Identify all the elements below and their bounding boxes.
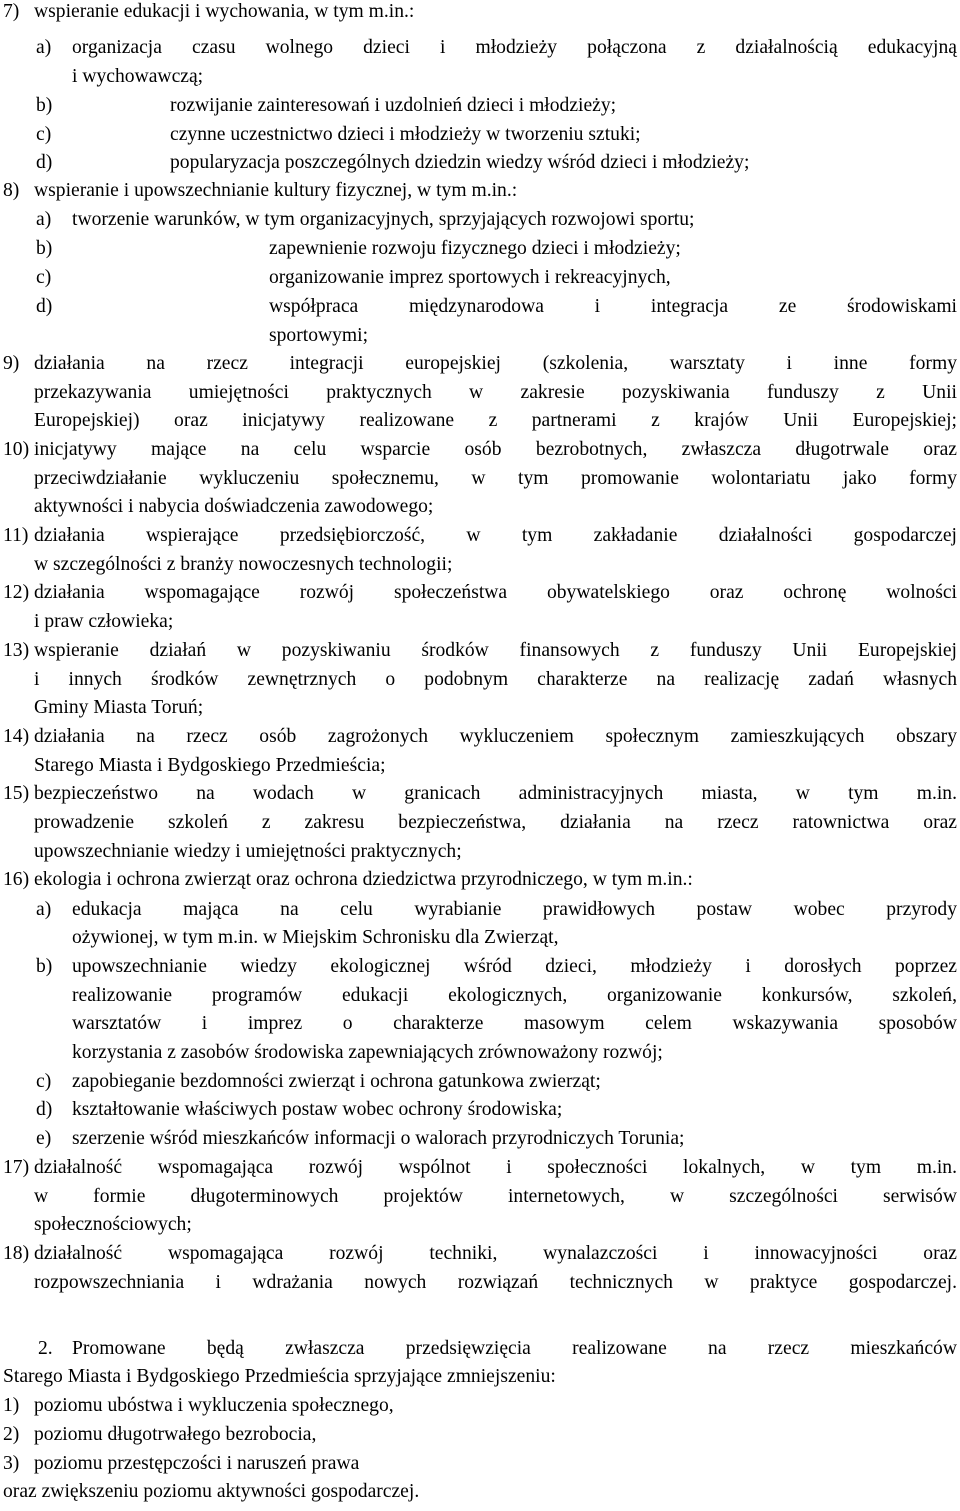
text-line: prowadzenie szkoleń z zakresu bezpieczeństwa, działania na rzecz ratownictwa oraz bbox=[34, 812, 957, 833]
text-line: przekazywania umiejętności praktycznych w zakresie pozyskiwania funduszy z Unii bbox=[34, 382, 957, 403]
text-line: sportowymi; bbox=[269, 325, 369, 346]
list-marker: 1) bbox=[3, 1395, 20, 1416]
text-line: działania wspomagające rozwój społeczeństwa obywatelskiego oraz ochronę wolności bbox=[34, 582, 957, 603]
text-line: i wychowawczą; bbox=[72, 66, 204, 87]
text-line: edukacja mająca na celu wyrabianie prawidłowych postaw wobec przyrody bbox=[72, 899, 957, 920]
text-line: działania wspierające przedsiębiorczość, w tym zakładanie działalności gospodarczej bbox=[34, 525, 957, 546]
list-marker: 16) bbox=[3, 869, 30, 890]
text-line: w formie długoterminowych projektów internetowych, w szczególności serwisów bbox=[34, 1186, 957, 1207]
text-line: wspieranie i upowszechnianie kultury fizycznej, w tym m.in.: bbox=[34, 180, 518, 201]
list-marker: 10) bbox=[3, 439, 30, 460]
list-marker: 9) bbox=[3, 353, 20, 374]
text-line: upowszechnianie wiedzy i umiejętności praktycznych; bbox=[34, 841, 462, 862]
text-line: wspieranie edukacji i wychowania, w tym m.in.: bbox=[34, 1, 415, 22]
list-marker: 7) bbox=[3, 1, 20, 22]
list-marker: a) bbox=[36, 37, 52, 58]
list-marker: 3) bbox=[3, 1453, 20, 1474]
list-marker: 14) bbox=[3, 726, 30, 747]
text-line: Starego Miasta i Bydgoskiego Przedmieścia; bbox=[34, 755, 386, 776]
text-line: ekologia i ochrona zwierząt oraz ochrona dziedzictwa przyrodniczego, w tym m.in.: bbox=[34, 869, 693, 890]
list-marker: a) bbox=[36, 899, 52, 920]
text-line: działania na rzecz integracji europejskiej (szkolenia, warsztaty i inne formy bbox=[34, 353, 957, 374]
text-line: poziomu ubóstwa i wykluczenia społecznego, bbox=[34, 1395, 394, 1416]
list-marker: 17) bbox=[3, 1157, 30, 1178]
list-marker: d) bbox=[36, 296, 53, 317]
text-line: wspieranie działań w pozyskiwaniu środków finansowych z funduszy Unii Europejskiej bbox=[34, 640, 957, 661]
text-line: oraz zwiększeniu poziomu aktywności gospodarczej. bbox=[3, 1481, 420, 1502]
text-line: zapobieganie bezdomności zwierząt i ochrona gatunkowa zwierząt; bbox=[72, 1071, 601, 1092]
text-line: działalność wspomagająca rozwój techniki, wynalazczości i innowacyjności oraz bbox=[34, 1243, 957, 1264]
list-marker: b) bbox=[36, 956, 53, 977]
list-marker: 2) bbox=[3, 1424, 20, 1445]
text-line: Promowane będą zwłaszcza przedsięwzięcia realizowane na rzecz mieszkańców bbox=[72, 1338, 957, 1359]
text-line: rozpowszechniania i wdrażania nowych rozwiązań technicznych w praktyce gospodarczej. bbox=[34, 1272, 957, 1293]
list-marker: b) bbox=[36, 95, 53, 116]
text-line: szerzenie wśród mieszkańców informacji o walorach przyrodniczych Torunia; bbox=[72, 1128, 685, 1149]
text-line: i innych środków zewnętrznych o podobnym charakterze na realizację zadań własnych bbox=[34, 669, 957, 690]
text-line: rozwijanie zainteresowań i uzdolnień dzieci i młodzieży; bbox=[170, 95, 617, 116]
list-marker: 8) bbox=[3, 180, 20, 201]
list-marker: 11) bbox=[3, 525, 29, 546]
list-marker: c) bbox=[36, 1071, 52, 1092]
text-line: Starego Miasta i Bydgoskiego Przedmieścia sprzyjające zmniejszeniu: bbox=[3, 1366, 556, 1387]
text-line: warsztatów i imprez o charakterze masowym celem wskazywania sposobów bbox=[72, 1013, 957, 1034]
list-marker: d) bbox=[36, 152, 53, 173]
list-marker: 13) bbox=[3, 640, 30, 661]
text-line: aktywności i nabycia doświadczenia zawodowego; bbox=[34, 496, 434, 517]
text-line: w szczególności z branży nowoczesnych technologii; bbox=[34, 554, 453, 575]
text-line: przeciwdziałanie wykluczeniu społecznemu, w tym promowanie wolontariatu jako formy bbox=[34, 468, 957, 489]
list-marker: e) bbox=[36, 1128, 52, 1149]
text-line: Europejskiej) oraz inicjatywy realizowane z partnerami z krajów Unii Europejskiej; bbox=[34, 410, 957, 431]
text-line: społecznościowych; bbox=[34, 1214, 192, 1235]
text-line: poziomu długotrwałego bezrobocia, bbox=[34, 1424, 317, 1445]
text-line: Gminy Miasta Toruń; bbox=[34, 697, 204, 718]
text-line: działania na rzecz osób zagrożonych wykluczeniem społecznym zamieszkujących obszary bbox=[34, 726, 957, 747]
text-line: tworzenie warunków, w tym organizacyjnych, sprzyjających rozwojowi sportu; bbox=[72, 209, 695, 230]
list-marker: 2. bbox=[38, 1338, 53, 1359]
list-marker: c) bbox=[36, 267, 52, 288]
list-marker: 15) bbox=[3, 783, 30, 804]
list-marker: a) bbox=[36, 209, 52, 230]
text-line: bezpieczeństwo na wodach w granicach administracyjnych miasta, w tym m.in. bbox=[34, 783, 957, 804]
text-line: inicjatywy mające na celu wsparcie osób bezrobotnych, zwłaszcza długotrwale oraz bbox=[34, 439, 957, 460]
text-line: korzystania z zasobów środowiska zapewniających zrównoważony rozwój; bbox=[72, 1042, 663, 1063]
text-line: upowszechnianie wiedzy ekologicznej wśród dzieci, młodzieży i dorosłych poprzez bbox=[72, 956, 957, 977]
list-marker: 12) bbox=[3, 582, 30, 603]
list-marker: 18) bbox=[3, 1243, 30, 1264]
text-line: czynne uczestnictwo dzieci i młodzieży w tworzeniu sztuki; bbox=[170, 124, 641, 145]
list-marker: c) bbox=[36, 124, 52, 145]
text-line: kształtowanie właściwych postaw wobec ochrony środowiska; bbox=[72, 1099, 563, 1120]
text-line: zapewnienie rozwoju fizycznego dzieci i młodzieży; bbox=[269, 238, 681, 259]
list-marker: b) bbox=[36, 238, 53, 259]
text-line: ożywionej, w tym m.in. w Miejskim Schronisku dla Zwierząt, bbox=[72, 927, 559, 948]
text-line: realizowanie programów edukacji ekologicznych, organizowanie konkursów, szkoleń, bbox=[72, 985, 957, 1006]
list-marker: d) bbox=[36, 1099, 53, 1120]
text-line: i praw człowieka; bbox=[34, 611, 174, 632]
text-line: organizacja czasu wolnego dzieci i młodzieży połączona z działalnością edukacyjną bbox=[72, 37, 957, 58]
text-line: poziomu przestępczości i naruszeń prawa bbox=[34, 1453, 360, 1474]
text-line: popularyzacja poszczególnych dziedzin wiedzy wśród dzieci i młodzieży; bbox=[170, 152, 750, 173]
text-line: organizowanie imprez sportowych i rekreacyjnych, bbox=[269, 267, 671, 288]
text-line: współpraca międzynarodowa i integracja ze środowiskami bbox=[269, 296, 957, 317]
text-line: działalność wspomagająca rozwój wspólnot i społeczności lokalnych, w tym m.in. bbox=[34, 1157, 957, 1178]
